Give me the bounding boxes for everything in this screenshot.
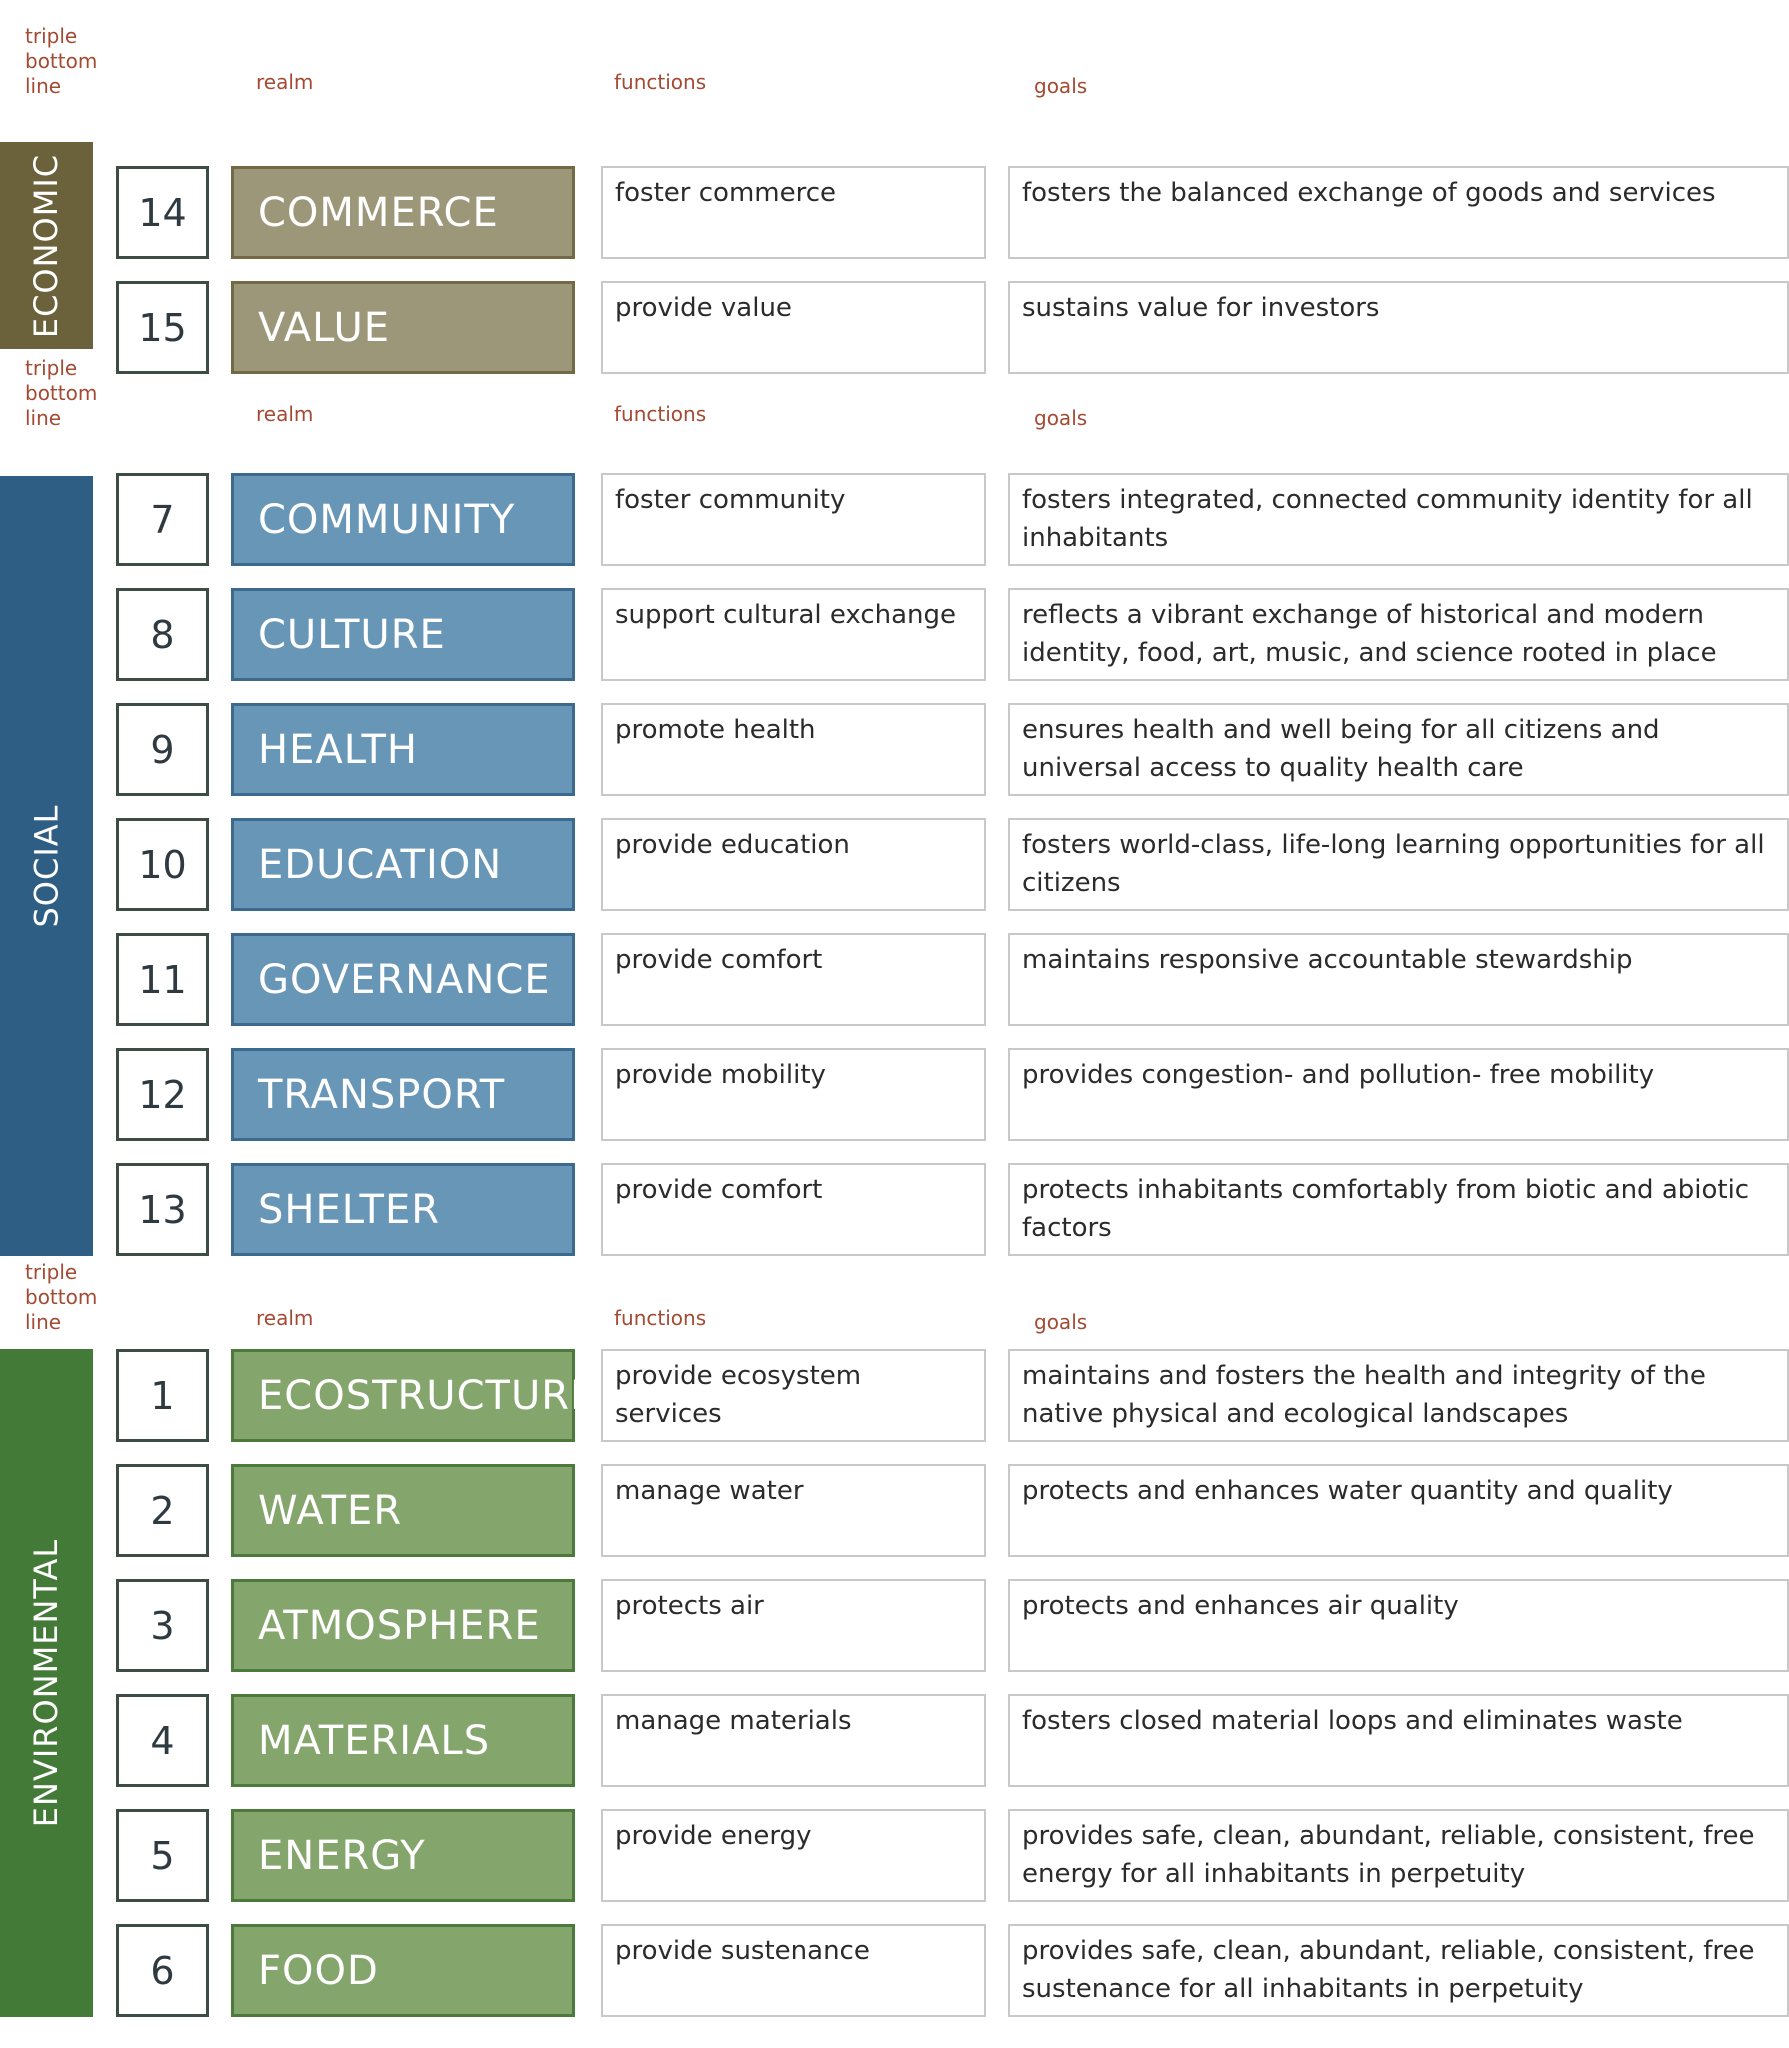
- function-text: manage water: [601, 1464, 986, 1557]
- function-text: provide sustenance: [601, 1924, 986, 2017]
- table-row: [0, 818, 1789, 911]
- realm-label: WATER: [231, 1464, 575, 1557]
- realm-label: CULTURE: [231, 588, 575, 681]
- goal-text: provides safe, clean, abundant, reliable, consistent, free sustenance for all inhabitants in perpetuity: [1008, 1924, 1789, 2017]
- function-text: foster community: [601, 473, 986, 566]
- realm-label: MATERIALS: [231, 1694, 575, 1787]
- header-realm: realm: [256, 70, 314, 94]
- realm-number: 12: [116, 1048, 209, 1141]
- function-text: provide education: [601, 818, 986, 911]
- table-row: [0, 1464, 1789, 1557]
- realm-number: 11: [116, 933, 209, 1026]
- goal-text: maintains and fosters the health and integrity of the native physical and ecological landscapes: [1008, 1349, 1789, 1442]
- table-row: [0, 166, 1789, 259]
- goal-text: protects inhabitants comfortably from biotic and abiotic factors: [1008, 1163, 1789, 1256]
- band-label: ECONOMIC: [27, 153, 66, 338]
- realm-label: SHELTER: [231, 1163, 575, 1256]
- header-triple-bottom-line: triple bottom line: [25, 24, 98, 98]
- header-triple-bottom-line: triple bottom line: [25, 1260, 98, 1334]
- realm-number: 15: [116, 281, 209, 374]
- realm-number: 2: [116, 1464, 209, 1557]
- realm-label: COMMERCE: [231, 166, 575, 259]
- function-text: promote health: [601, 703, 986, 796]
- table-row: [0, 1048, 1789, 1141]
- goal-text: protects and enhances air quality: [1008, 1579, 1789, 1672]
- function-text: foster commerce: [601, 166, 986, 259]
- goal-text: fosters integrated, connected community identity for all inhabitants: [1008, 473, 1789, 566]
- realm-number: 7: [116, 473, 209, 566]
- band-label: SOCIAL: [27, 804, 66, 928]
- header-functions: functions: [614, 402, 707, 426]
- realm-label: COMMUNITY: [231, 473, 575, 566]
- goal-text: protects and enhances water quantity and quality: [1008, 1464, 1789, 1557]
- realm-number: 5: [116, 1809, 209, 1902]
- table-row: [0, 281, 1789, 374]
- table-row: [0, 473, 1789, 566]
- header-goals: goals: [1034, 1310, 1088, 1334]
- table-row: [0, 1809, 1789, 1902]
- goal-text: fosters closed material loops and eliminates waste: [1008, 1694, 1789, 1787]
- function-text: provide energy: [601, 1809, 986, 1902]
- goal-text: reflects a vibrant exchange of historical and modern identity, food, art, music, and science rooted in place: [1008, 588, 1789, 681]
- realm-number: 14: [116, 166, 209, 259]
- realm-number: 1: [116, 1349, 209, 1442]
- function-text: provide ecosystem services: [601, 1349, 986, 1442]
- header-realm: realm: [256, 1306, 314, 1330]
- function-text: manage materials: [601, 1694, 986, 1787]
- header-goals: goals: [1034, 74, 1088, 98]
- header-functions: functions: [614, 70, 707, 94]
- goal-text: fosters the balanced exchange of goods and services: [1008, 166, 1789, 259]
- band-label: ENVIRONMENTAL: [27, 1538, 66, 1828]
- header-functions: functions: [614, 1306, 707, 1330]
- function-text: provide comfort: [601, 1163, 986, 1256]
- goal-text: provides congestion- and pollution- free mobility: [1008, 1048, 1789, 1141]
- goal-text: provides safe, clean, abundant, reliable, consistent, free energy for all inhabitants in perpetuity: [1008, 1809, 1789, 1902]
- realm-label: ENERGY: [231, 1809, 575, 1902]
- function-text: provide mobility: [601, 1048, 986, 1141]
- band-environmental: [0, 1349, 93, 2017]
- function-text: protects air: [601, 1579, 986, 1672]
- header-goals: goals: [1034, 406, 1088, 430]
- header-realm: realm: [256, 402, 314, 426]
- goal-text: maintains responsive accountable stewardship: [1008, 933, 1789, 1026]
- function-text: provide value: [601, 281, 986, 374]
- table-row: [0, 588, 1789, 681]
- realm-label: GOVERNANCE: [231, 933, 575, 1026]
- realm-label: TRANSPORT: [231, 1048, 575, 1141]
- realm-label: FOOD: [231, 1924, 575, 2017]
- realm-number: 13: [116, 1163, 209, 1256]
- table-row: [0, 703, 1789, 796]
- table-row: [0, 1924, 1789, 2017]
- table-row: [0, 1694, 1789, 1787]
- realm-label: HEALTH: [231, 703, 575, 796]
- realm-number: 10: [116, 818, 209, 911]
- table-row: [0, 1349, 1789, 1442]
- realm-number: 3: [116, 1579, 209, 1672]
- goal-text: sustains value for investors: [1008, 281, 1789, 374]
- realm-number: 4: [116, 1694, 209, 1787]
- realm-number: 6: [116, 1924, 209, 2017]
- header-triple-bottom-line: triple bottom line: [25, 356, 98, 430]
- realm-label: VALUE: [231, 281, 575, 374]
- realm-number: 8: [116, 588, 209, 681]
- goal-text: fosters world-class, life-long learning opportunities for all citizens: [1008, 818, 1789, 911]
- goal-text: ensures health and well being for all citizens and universal access to quality health care: [1008, 703, 1789, 796]
- table-row: [0, 1579, 1789, 1672]
- realm-label: ECOSTRUCTURE: [231, 1349, 575, 1442]
- realm-label: ATMOSPHERE: [231, 1579, 575, 1672]
- table-row: [0, 933, 1789, 1026]
- realm-number: 9: [116, 703, 209, 796]
- realm-label: EDUCATION: [231, 818, 575, 911]
- function-text: provide comfort: [601, 933, 986, 1026]
- table-row: [0, 1163, 1789, 1256]
- function-text: support cultural exchange: [601, 588, 986, 681]
